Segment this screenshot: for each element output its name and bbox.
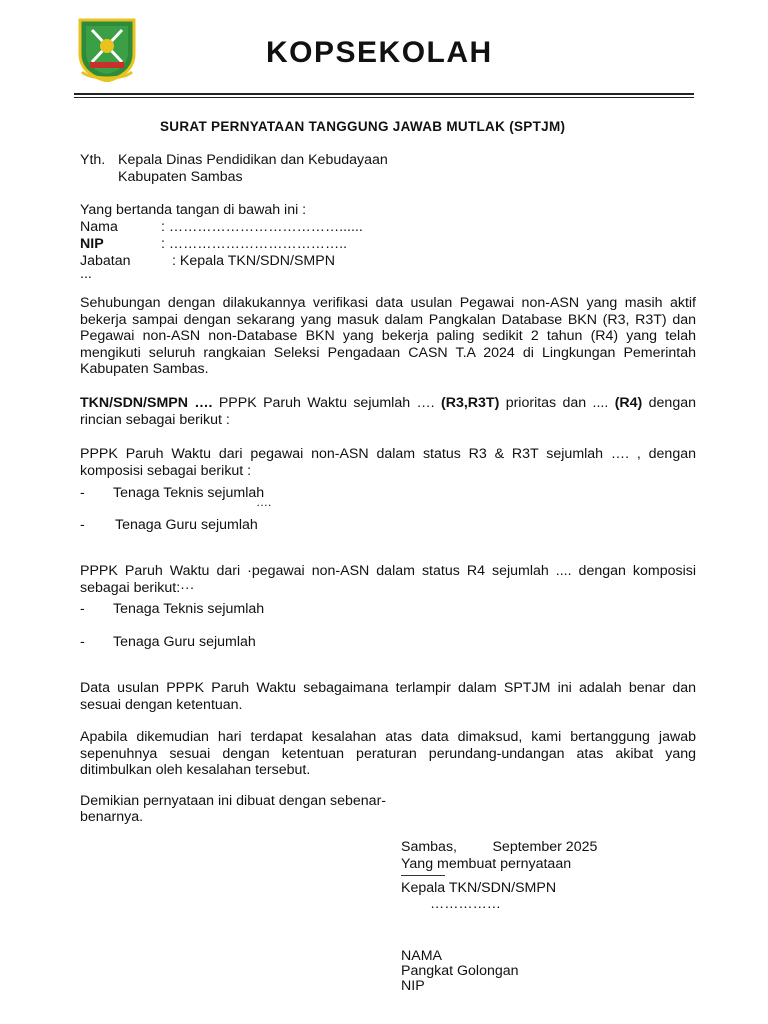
closing-line1: Demikian pernyataan ini dibuat dengan sebenar- xyxy=(80,793,387,809)
r4-teknis-item: Tenaga Teknis sejumlah xyxy=(113,601,265,617)
position-dots: …………… xyxy=(430,896,501,912)
recipient-prefix: Yth. xyxy=(80,152,106,168)
place-date: Sambas, September 2025 xyxy=(401,839,598,855)
signer-name: NAMA xyxy=(401,948,442,964)
signer-nip: NIP xyxy=(401,978,425,994)
jabatan-value: : Kepala TKN/SDN/SMPN xyxy=(172,253,335,269)
header-rule-thick xyxy=(74,93,694,95)
r4-guru-item: Tenaga Guru sejumlah xyxy=(113,634,256,650)
paragraph-verification: Sehubungan dengan dilakukannya verifikasi data usulan Pegawai non-ASN yang masih aktif bekerja sampai dengan sekarang yang masuk dalam Pangkalan Database BKN (R3, R3T) dan Pegawai non-ASN non-Database BKN yang bekerja paling sedikit 2 tahun (R4) yang telah mengikuti seluruh rangkaian Seleksi Pengadaan CASN T.A 2024 di Lingkungan Pemerintah Kabupaten Sambas. xyxy=(80,295,696,377)
position-label: Kepala TKN/SDN/SMPN xyxy=(401,880,557,896)
jabatan-continuation: ... xyxy=(80,266,92,282)
bullet: - xyxy=(80,485,85,501)
closing-line2: benarnya. xyxy=(80,809,144,825)
school-name: TKN/SDN/SMPN …. xyxy=(80,395,213,411)
nip-value: : ……………………………….. xyxy=(161,236,348,252)
r3-teknis-item: Tenaga Teknis sejumlah xyxy=(113,485,265,501)
document-title: SURAT PERNYATAAN TANGGUNG JAWAB MUTLAK (SPTJM) xyxy=(160,119,566,134)
signer-rank: Pangkat Golongan xyxy=(401,963,519,979)
paragraph-summary: TKN/SDN/SMPN …. PPPK Paruh Waktu sejumlah …. (R3,R3T) prioritas dan .... (R4) dengan rincian sebagai berikut : xyxy=(80,395,696,428)
maker-label: Yang membuat pernyataan xyxy=(401,856,572,872)
kop-title: KOPSEKOLAH xyxy=(266,36,493,69)
recipient-line2: Kabupaten Sambas xyxy=(118,169,243,185)
recipient-line1: Kepala Dinas Pendidikan dan Kebudayaan xyxy=(118,152,388,168)
nama-label: Nama xyxy=(80,219,118,235)
paragraph-data-validity: Data usulan PPPK Paruh Waktu sebagaimana terlampir dalam SPTJM ini adalah benar dan sesuai dengan ketentuan. xyxy=(80,680,696,713)
r3-teknis-dots: …. xyxy=(256,495,272,509)
paragraph-r4-composition: PPPK Paruh Waktu dari ·pegawai non-ASN dalam status R4 sejumlah .... dengan komposisi sebagai berikut:··· xyxy=(80,563,696,596)
nama-value: : ………………………………...... xyxy=(161,219,363,235)
paragraph-responsibility: Apabila dikemudian hari terdapat kesalahan atas data dimaksud, kami bertanggung jawab sepenuhnya sesuai dengan ketentuan peraturan perundang-undangan atas akibat yang ditimbulkan oleh kesalahan tersebut. xyxy=(80,729,696,778)
bullet: - xyxy=(80,634,85,650)
signer-intro: Yang bertanda tangan di bawah ini : xyxy=(80,202,307,218)
signature-underline xyxy=(401,875,445,876)
paragraph-r3-composition: PPPK Paruh Waktu dari pegawai non-ASN dalam status R3 & R3T sejumlah …. , dengan komposisi sebagai berikut : xyxy=(80,446,696,479)
jabatan-label: Jabatan xyxy=(80,253,131,269)
bullet: - xyxy=(80,601,85,617)
bullet: - xyxy=(80,517,85,533)
header-rule-thin xyxy=(74,97,694,98)
kabupaten-emblem-icon xyxy=(76,16,138,82)
r3-guru-item: Tenaga Guru sejumlah xyxy=(115,517,258,533)
nip-label: NIP xyxy=(80,236,104,252)
